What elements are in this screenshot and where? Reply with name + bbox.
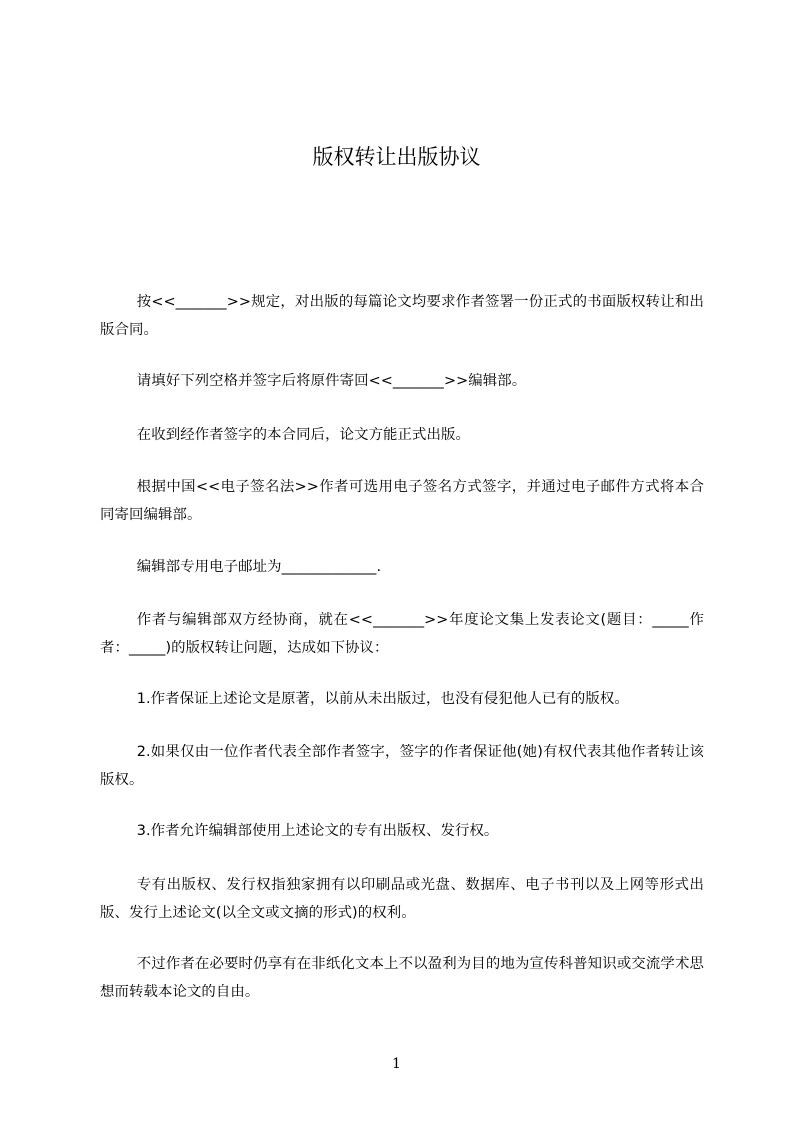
paragraph-exclusive-rights: 专有出版权、发行权指独家拥有以印刷品或光盘、数据库、电子书刊以及上网等形式出版、发行上述论文(以全文或文摘的形式)的权利。 <box>100 877 704 921</box>
paragraph-6: 作者与编辑部双方经协商，就在<<_______>>年度论文集上发表论文(题目：_____作者：_____)的版权转让问题，达成如下协议： <box>100 612 704 656</box>
paragraph-1: 按<<_______>>规定，对出版的每篇论文均要求作者签署一份正式的书面版权转让和出版合同。 <box>100 294 704 338</box>
paragraph-4: 根据中国<<电子签名法>>作者可选用电子签名方式签字，并通过电子邮件方式将本合同寄回编辑部。 <box>100 479 704 523</box>
clause-3: 3.作者允许编辑部使用上述论文的专有出版权、发行权。 <box>136 823 499 839</box>
clause-1: 1.作者保证上述论文是原著，以前从未出版过，也没有侵犯他人已有的版权。 <box>136 691 629 707</box>
document-title: 版权转让出版协议 <box>312 145 481 169</box>
paragraph-3: 在收到经作者签字的本合同后，论文方能正式出版。 <box>136 427 471 443</box>
paragraph-5: 编辑部专用电子邮址为_____________. <box>136 559 382 575</box>
page-number: 1 <box>392 1056 401 1072</box>
paragraph-2: 请填好下列空格并签字后将原件寄回<<_______>>编辑部。 <box>136 373 527 389</box>
clause-2: 2.如果仅由一位作者代表全部作者签字，签字的作者保证他(她)有权代表其他作者转让该版权。 <box>100 744 704 788</box>
paragraph-author-freedom: 不过作者在必要时仍享有在非纸化文本上不以盈利为目的地为宣传科普知识或交流学术思想而转载本论文的自由。 <box>100 956 704 1000</box>
